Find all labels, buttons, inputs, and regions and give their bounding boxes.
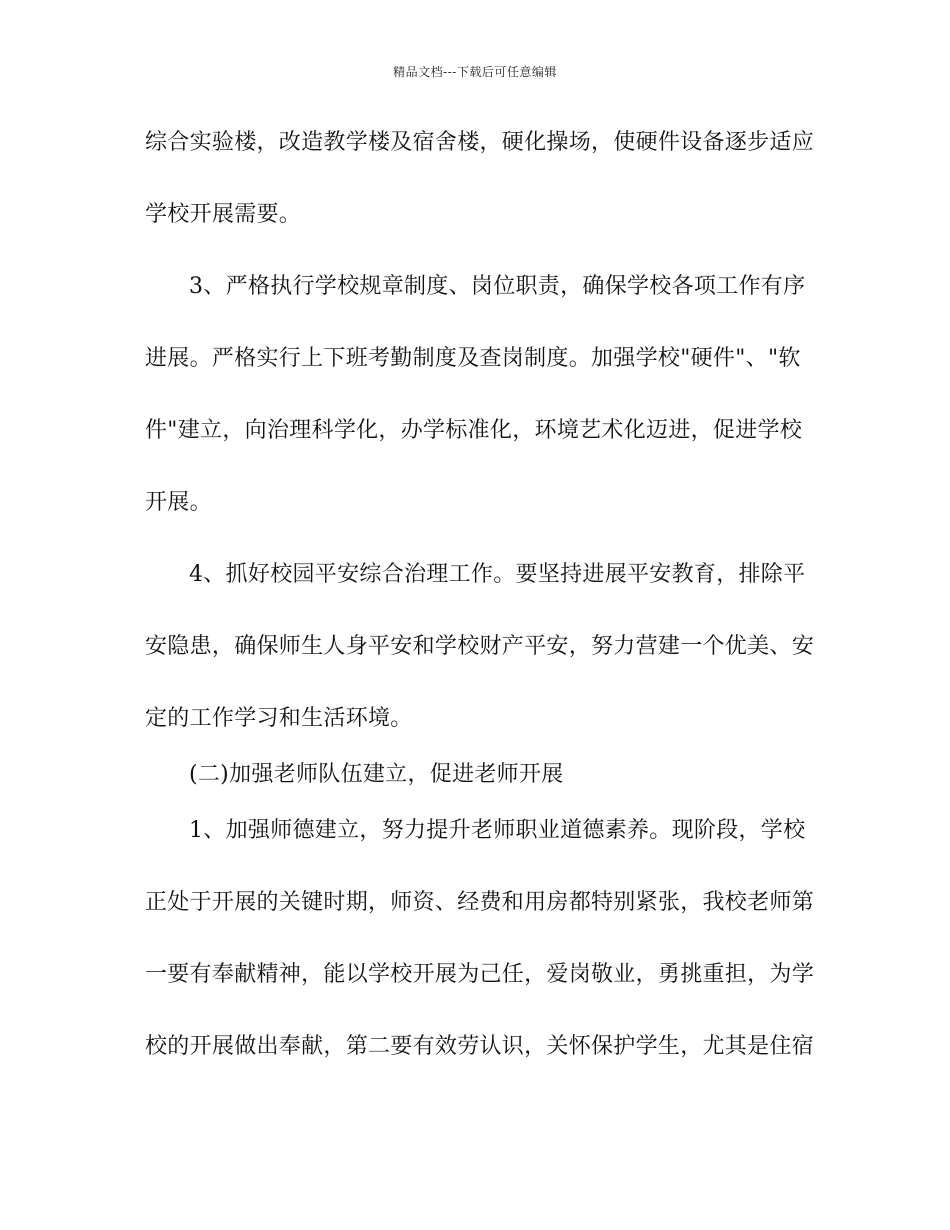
text-line: 校的开展做出奉献，第二要有效劳认识，关怀保护学生，尤其是住宿 bbox=[145, 1034, 815, 1059]
page-header: 精品文档---下载后可任意编辑 bbox=[393, 65, 557, 79]
text-line: 综合实验楼，改造教学楼及宿舍楼，硬化操场，使硬件设备逐步适应 bbox=[145, 130, 815, 155]
section-heading: (二)加强老师队伍建立，促进老师开展 bbox=[189, 762, 564, 787]
text-line: 1、加强师德建立，努力提升老师职业道德素养。现阶段，学校 bbox=[189, 818, 806, 843]
document-body bbox=[145, 119, 815, 1095]
text-line: 定的工作学习和生活环境。 bbox=[145, 706, 413, 731]
text-line: 一要有奉献精神，能以学校开展为己任，爱岗敬业，勇挑重担，为学 bbox=[145, 962, 815, 987]
text-line: 4、抓好校园平安综合治理工作。要坚持进展平安教育，排除平 bbox=[189, 562, 806, 587]
text-line: 件"建立，向治理科学化，办学标准化，环境艺术化迈进，促进学校 bbox=[145, 418, 803, 443]
text-line: 3、严格执行学校规章制度、岗位职责，确保学校各项工作有序 bbox=[189, 274, 806, 299]
text-line: 正处于开展的关键时期，师资、经费和用房都特别紧张，我校老师第 bbox=[145, 890, 815, 915]
text-line: 进展。严格实行上下班考勤制度及查岗制度。加强学校"硬件"、"软 bbox=[145, 346, 801, 371]
text-line: 开展。 bbox=[145, 490, 212, 515]
text-line: 学校开展需要。 bbox=[145, 202, 302, 227]
text-line: 安隐患，确保师生人身平安和学校财产平安，努力营建一个优美、安 bbox=[145, 634, 815, 659]
